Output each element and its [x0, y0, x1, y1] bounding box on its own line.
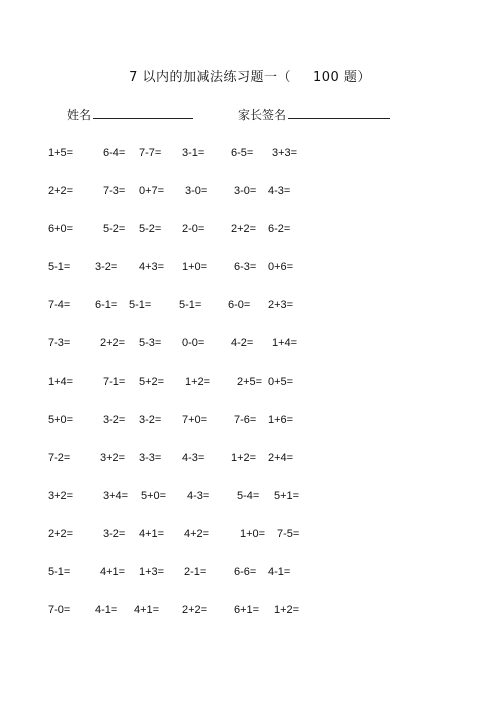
problem-item: 6-1= — [95, 299, 118, 311]
problem-item: 5-3= — [139, 337, 162, 349]
worksheet-title — [0, 66, 500, 85]
problem-item: 1+2= — [274, 604, 300, 616]
problem-item: 3-2= — [103, 528, 126, 540]
problem-item: 5-1= — [48, 566, 71, 578]
parent-signature-field — [238, 106, 390, 123]
problem-item: 0+5= — [268, 376, 294, 388]
name-label: 姓名 — [67, 108, 92, 122]
title-count: 100 题） — [312, 70, 371, 85]
problem-item: 1+0= — [182, 261, 208, 273]
problem-item: 4-3= — [182, 452, 205, 464]
problem-item: 1+4= — [48, 376, 74, 388]
problem-item: 0-0= — [182, 337, 205, 349]
problem-item: 5-1= — [179, 299, 202, 311]
problem-item: 7+0= — [182, 414, 208, 426]
problem-item: 2+3= — [268, 299, 294, 311]
problem-item: 2-0= — [182, 223, 205, 235]
problem-item: 4-2= — [231, 337, 254, 349]
problem-item: 3+3= — [272, 147, 298, 159]
problem-item: 5+0= — [48, 414, 74, 426]
problem-item: 5-1= — [48, 261, 71, 273]
problem-item: 7-6= — [234, 414, 257, 426]
problem-item: 6+0= — [48, 223, 74, 235]
problem-item: 1+2= — [185, 376, 211, 388]
problem-item: 2+2= — [48, 528, 74, 540]
problem-item: 3-1= — [182, 147, 205, 159]
problem-item: 3-3= — [139, 452, 162, 464]
title-text: 7 以内的加减法练习题一（ — [129, 70, 291, 85]
problem-item: 1+6= — [268, 414, 294, 426]
problem-item: 1+5= — [48, 147, 74, 159]
problem-item: 5-1= — [129, 299, 152, 311]
problem-item: 5-2= — [103, 223, 126, 235]
problem-item: 3+4= — [103, 490, 129, 502]
problem-item: 3-0= — [234, 185, 257, 197]
problem-item: 6-5= — [231, 147, 254, 159]
problem-item: 6-4= — [103, 147, 126, 159]
name-blank-line[interactable] — [93, 107, 193, 119]
problem-item: 5+2= — [139, 376, 165, 388]
problem-item: 3-0= — [185, 185, 208, 197]
problem-item: 4+1= — [100, 566, 126, 578]
problem-item: 5+0= — [141, 490, 167, 502]
problem-item: 7-7= — [139, 147, 162, 159]
problem-item: 1+3= — [139, 566, 165, 578]
problem-item: 4-1= — [268, 566, 291, 578]
problem-item: 4+1= — [139, 528, 165, 540]
problem-item: 4+3= — [139, 261, 165, 273]
problem-item: 3+2= — [100, 452, 126, 464]
problem-item: 1+2= — [231, 452, 257, 464]
problem-item: 2+2= — [100, 337, 126, 349]
problem-item: 7-3= — [48, 337, 71, 349]
problem-item: 5+1= — [274, 490, 300, 502]
problem-item: 3-2= — [103, 414, 126, 426]
problem-item: 5-2= — [139, 223, 162, 235]
problem-item: 7-2= — [48, 452, 71, 464]
problem-item: 4+2= — [184, 528, 210, 540]
problem-item: 2+4= — [268, 452, 294, 464]
problem-item: 4-1= — [95, 604, 118, 616]
name-field — [67, 106, 193, 123]
parent-signature-label: 家长签名 — [238, 108, 287, 122]
problem-item: 4-3= — [268, 185, 291, 197]
problem-item: 6-0= — [228, 299, 251, 311]
problem-item: 5-4= — [237, 490, 260, 502]
problem-item: 0+6= — [268, 261, 294, 273]
problem-item: 6-3= — [234, 261, 257, 273]
problem-item: 7-1= — [103, 376, 126, 388]
problem-item: 4+1= — [134, 604, 160, 616]
problem-item: 1+0= — [240, 528, 266, 540]
problem-item: 7-3= — [103, 185, 126, 197]
problem-item: 2-1= — [184, 566, 207, 578]
problem-item: 2+2= — [231, 223, 257, 235]
problem-item: 1+4= — [272, 337, 298, 349]
problem-item: 0+7= — [139, 185, 165, 197]
problem-item: 3+2= — [48, 490, 74, 502]
problem-item: 7-4= — [48, 299, 71, 311]
parent-signature-blank-line[interactable] — [288, 107, 390, 119]
problem-item: 2+2= — [48, 185, 74, 197]
problem-item: 3-2= — [95, 261, 118, 273]
problem-item: 7-5= — [277, 528, 300, 540]
problem-item: 6-6= — [234, 566, 257, 578]
problem-item: 3-2= — [139, 414, 162, 426]
problem-item: 2+2= — [182, 604, 208, 616]
problem-item: 2+5= — [237, 376, 263, 388]
problem-item: 6+1= — [234, 604, 260, 616]
problem-item: 4-3= — [187, 490, 210, 502]
problem-item: 7-0= — [48, 604, 71, 616]
problem-item: 6-2= — [268, 223, 291, 235]
